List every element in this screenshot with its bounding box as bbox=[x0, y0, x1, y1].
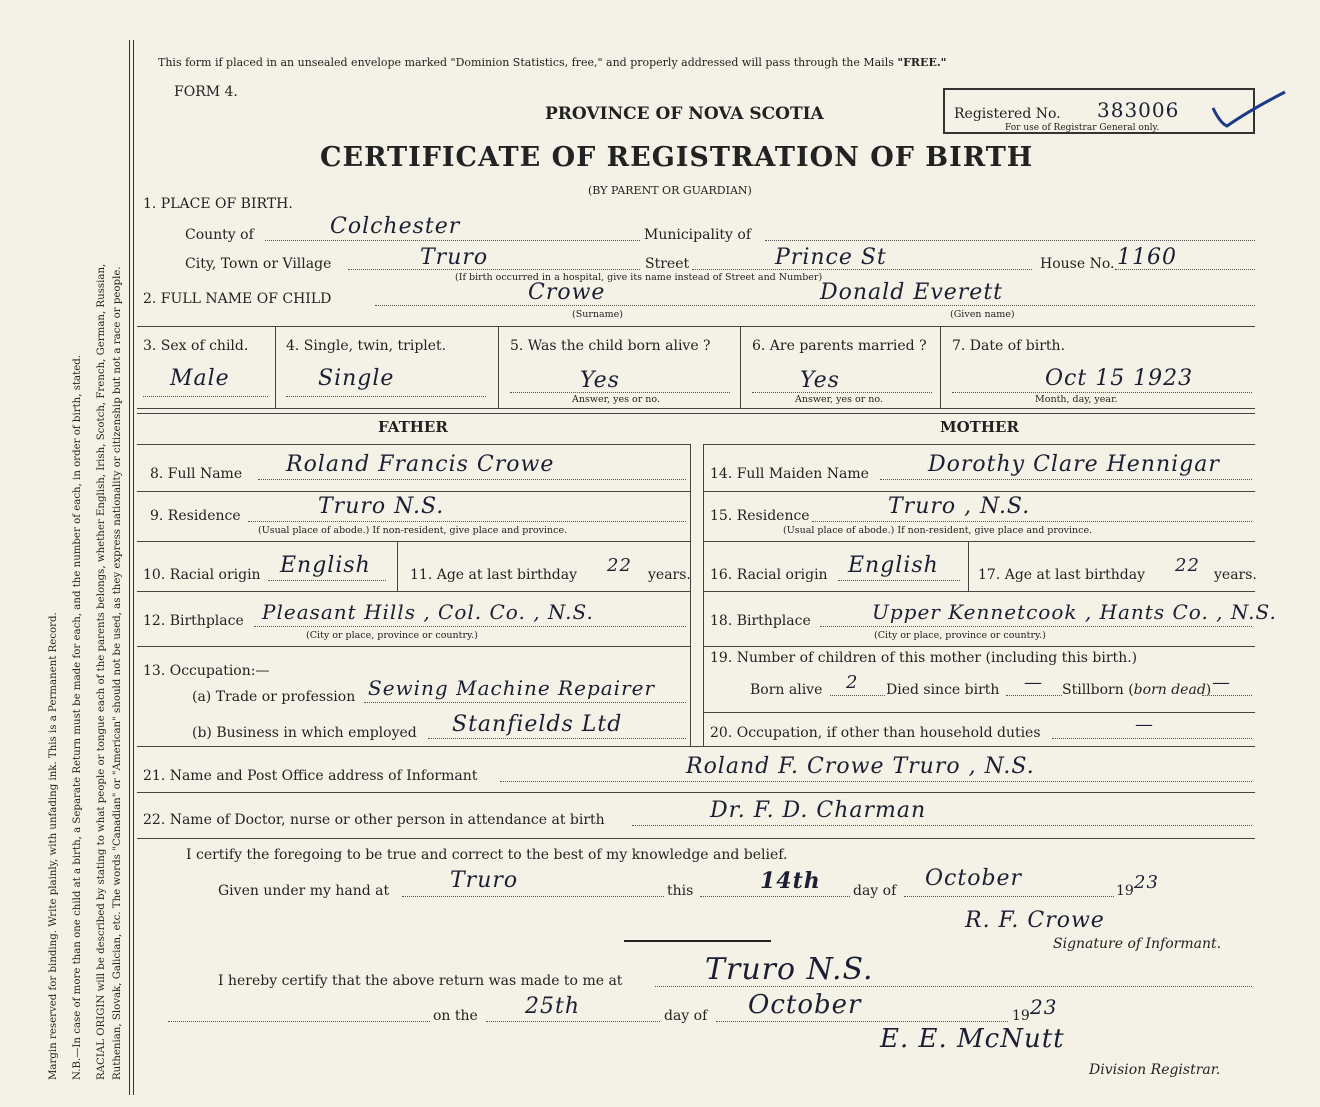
registrar-year-prefix: 19 bbox=[1012, 1008, 1030, 1024]
registrar-place-value: Truro N.S. bbox=[705, 952, 874, 987]
informant-signature-label: Signature of Informant. bbox=[1053, 936, 1222, 952]
registrar-day-of-label: day of bbox=[664, 1008, 708, 1024]
given-note: (Given name) bbox=[950, 309, 1015, 320]
given-day-of-label: day of bbox=[853, 883, 897, 899]
died-label: Died since birth bbox=[886, 682, 1000, 698]
given-place-value: Truro bbox=[450, 868, 519, 893]
business-label: (b) Business in which employed bbox=[192, 725, 417, 741]
father-birthplace-note: (City or place, province or country.) bbox=[306, 630, 478, 641]
house-label: House No. bbox=[1040, 256, 1115, 272]
place-heading: 1. PLACE OF BIRTH. bbox=[143, 196, 293, 212]
registered-label: Registered No. bbox=[954, 106, 1061, 122]
on-the-label: on the bbox=[433, 1008, 478, 1024]
date-label: 7. Date of birth. bbox=[952, 338, 1066, 354]
mother-birthplace-note: (City or place, province or country.) bbox=[874, 630, 1046, 641]
registrar-day-value: 25th bbox=[525, 994, 581, 1019]
mother-years: years. bbox=[1214, 567, 1257, 583]
mother-name-value: Dorothy Clare Hennigar bbox=[928, 452, 1220, 477]
sex-label: 3. Sex of child. bbox=[143, 338, 249, 354]
street-label: Street bbox=[645, 256, 690, 272]
mail-notice: This form if placed in an unsealed envelope marked "Dominion Statistics, free," and properly addressed will pass through the Mails "FREE." bbox=[158, 56, 947, 69]
father-name-value: Roland Francis Crowe bbox=[286, 452, 555, 477]
binding-line-2 bbox=[133, 40, 134, 1095]
trade-value: Sewing Machine Repairer bbox=[368, 676, 656, 700]
father-residence-label: 9. Residence bbox=[150, 508, 241, 524]
mother-race-label: 16. Racial origin bbox=[710, 567, 828, 583]
business-value: Stanfields Ltd bbox=[452, 712, 623, 737]
check-mark-icon bbox=[1205, 88, 1290, 133]
father-race-value: English bbox=[280, 553, 371, 578]
mother-name-label: 14. Full Maiden Name bbox=[710, 466, 869, 482]
city-label: City, Town or Village bbox=[185, 256, 332, 272]
mother-age-value: 22 bbox=[1175, 555, 1200, 576]
given-day-value: 14th bbox=[760, 868, 821, 894]
child-surname: Crowe bbox=[528, 280, 606, 305]
margin-note-4: Ruthenian, Slovak, Galician, etc. The words "Canadian" or "American" should not be used, as they express nationality or citizenship but not a race or people. bbox=[112, 266, 123, 1080]
sex-value: Male bbox=[170, 366, 230, 391]
stillborn-label: Stillborn (born dead) bbox=[1062, 682, 1212, 698]
alive-label: 5. Was the child born alive ? bbox=[510, 338, 711, 354]
registrar-year-value: 23 bbox=[1030, 995, 1058, 1019]
registered-note: For use of Registrar General only. bbox=[1005, 123, 1160, 133]
single-label: 4. Single, twin, triplet. bbox=[286, 338, 447, 354]
municipality-label: Municipality of bbox=[644, 227, 752, 243]
child-given-name: Donald Everett bbox=[820, 280, 1004, 305]
born-alive-value: 2 bbox=[846, 672, 859, 693]
stillborn-value: — bbox=[1212, 672, 1231, 693]
father-age-label: 11. Age at last birthday bbox=[410, 567, 578, 583]
born-alive-label: Born alive bbox=[750, 682, 823, 698]
father-race-label: 10. Racial origin bbox=[143, 567, 261, 583]
alive-value: Yes bbox=[580, 368, 620, 393]
margin-note-1: Margin reserved for binding. Write plainly, with unfading ink. This is a Permanent Record. bbox=[48, 612, 59, 1080]
this-label: this bbox=[667, 883, 694, 899]
mother-race-value: English bbox=[848, 553, 939, 578]
city-value: Truro bbox=[420, 245, 489, 270]
county-label: County of bbox=[185, 227, 254, 243]
mother-residence-value: Truro , N.S. bbox=[888, 494, 1031, 519]
father-birthplace-value: Pleasant Hills , Col. Co. , N.S. bbox=[262, 600, 594, 624]
form-number: FORM 4. bbox=[174, 84, 238, 100]
date-value: Oct 15 1923 bbox=[1045, 366, 1194, 391]
page-title: CERTIFICATE OF REGISTRATION OF BIRTH bbox=[320, 142, 1034, 173]
surname-note: (Surname) bbox=[572, 309, 623, 320]
father-residence-note: (Usual place of abode.) If non-resident, give place and province. bbox=[258, 525, 568, 536]
mother-residence-label: 15. Residence bbox=[710, 508, 810, 524]
county-value: Colchester bbox=[330, 214, 461, 239]
trade-label: (a) Trade or profession bbox=[192, 689, 356, 705]
given-month-value: October bbox=[925, 866, 1023, 891]
mother-residence-note: (Usual place of abode.) If non-resident, give place and province. bbox=[783, 525, 1093, 536]
single-value: Single bbox=[318, 366, 395, 391]
date-note: Month, day, year. bbox=[1035, 394, 1118, 405]
binding-line-1 bbox=[129, 40, 130, 1095]
given-year-prefix: 19 bbox=[1116, 883, 1134, 899]
margin-note-2: N.B.—In case of more than one child at a birth, a Separate Return must be made for each, and the number of each, in order of birth, stated. bbox=[72, 355, 83, 1080]
registrar-signature: E. E. McNutt bbox=[880, 1024, 1065, 1054]
mother-birthplace-value: Upper Kennetcook , Hants Co. , N.S. bbox=[872, 600, 1277, 624]
doctor-label: 22. Name of Doctor, nurse or other person in attendance at birth bbox=[143, 812, 605, 828]
alive-note: Answer, yes or no. bbox=[572, 394, 661, 405]
given-label: Given under my hand at bbox=[218, 883, 390, 899]
margin-note-3: RACIAL ORIGIN will be described by stating to what people or tongue each of the parents belongs, whether English, Irish, Scotch, French, German, Russian, bbox=[96, 263, 107, 1080]
married-note: Answer, yes or no. bbox=[795, 394, 884, 405]
house-value: 1160 bbox=[1117, 245, 1177, 270]
married-value: Yes bbox=[800, 368, 840, 393]
doctor-value: Dr. F. D. Charman bbox=[710, 798, 927, 823]
given-year-value: 23 bbox=[1134, 872, 1159, 893]
child-name-label: 2. FULL NAME OF CHILD bbox=[143, 291, 332, 307]
mother-age-label: 17. Age at last birthday bbox=[978, 567, 1146, 583]
informant-value: Roland F. Crowe Truro , N.S. bbox=[686, 754, 1035, 779]
married-label: 6. Are parents married ? bbox=[752, 338, 927, 354]
page-subtitle: (BY PARENT OR GUARDIAN) bbox=[588, 184, 752, 197]
registrar-month-value: October bbox=[748, 990, 862, 1020]
father-years: years. bbox=[648, 567, 691, 583]
informant-label: 21. Name and Post Office address of Informant bbox=[143, 768, 478, 784]
mother-occupation-label: 20. Occupation, if other than household duties bbox=[710, 725, 1041, 741]
province-heading: PROVINCE OF NOVA SCOTIA bbox=[545, 104, 824, 124]
mother-birthplace-label: 18. Birthplace bbox=[710, 613, 811, 629]
street-value: Prince St bbox=[775, 245, 887, 270]
hospital-note: (If birth occurred in a hospital, give its name instead of Street and Number) bbox=[455, 272, 823, 283]
occupation-label: 13. Occupation:— bbox=[143, 663, 270, 679]
father-name-label: 8. Full Name bbox=[150, 466, 243, 482]
father-heading: FATHER bbox=[378, 418, 448, 436]
mother-occupation-value: — bbox=[1135, 714, 1154, 735]
father-residence-value: Truro N.S. bbox=[318, 494, 445, 519]
registered-number: 383006 bbox=[1097, 98, 1180, 122]
registrar-text: I hereby certify that the above return was made to me at bbox=[218, 973, 623, 989]
father-age-value: 22 bbox=[607, 555, 632, 576]
mother-heading: MOTHER bbox=[940, 418, 1019, 436]
registrar-signature-label: Division Registrar. bbox=[1089, 1062, 1221, 1078]
informant-signature: R. F. Crowe bbox=[965, 908, 1105, 933]
children-count-label: 19. Number of children of this mother (including this birth.) bbox=[710, 650, 1138, 666]
father-birthplace-label: 12. Birthplace bbox=[143, 613, 244, 629]
died-value: — bbox=[1024, 672, 1043, 693]
certify-text: I certify the foregoing to be true and correct to the best of my knowledge and belief. bbox=[186, 847, 788, 863]
